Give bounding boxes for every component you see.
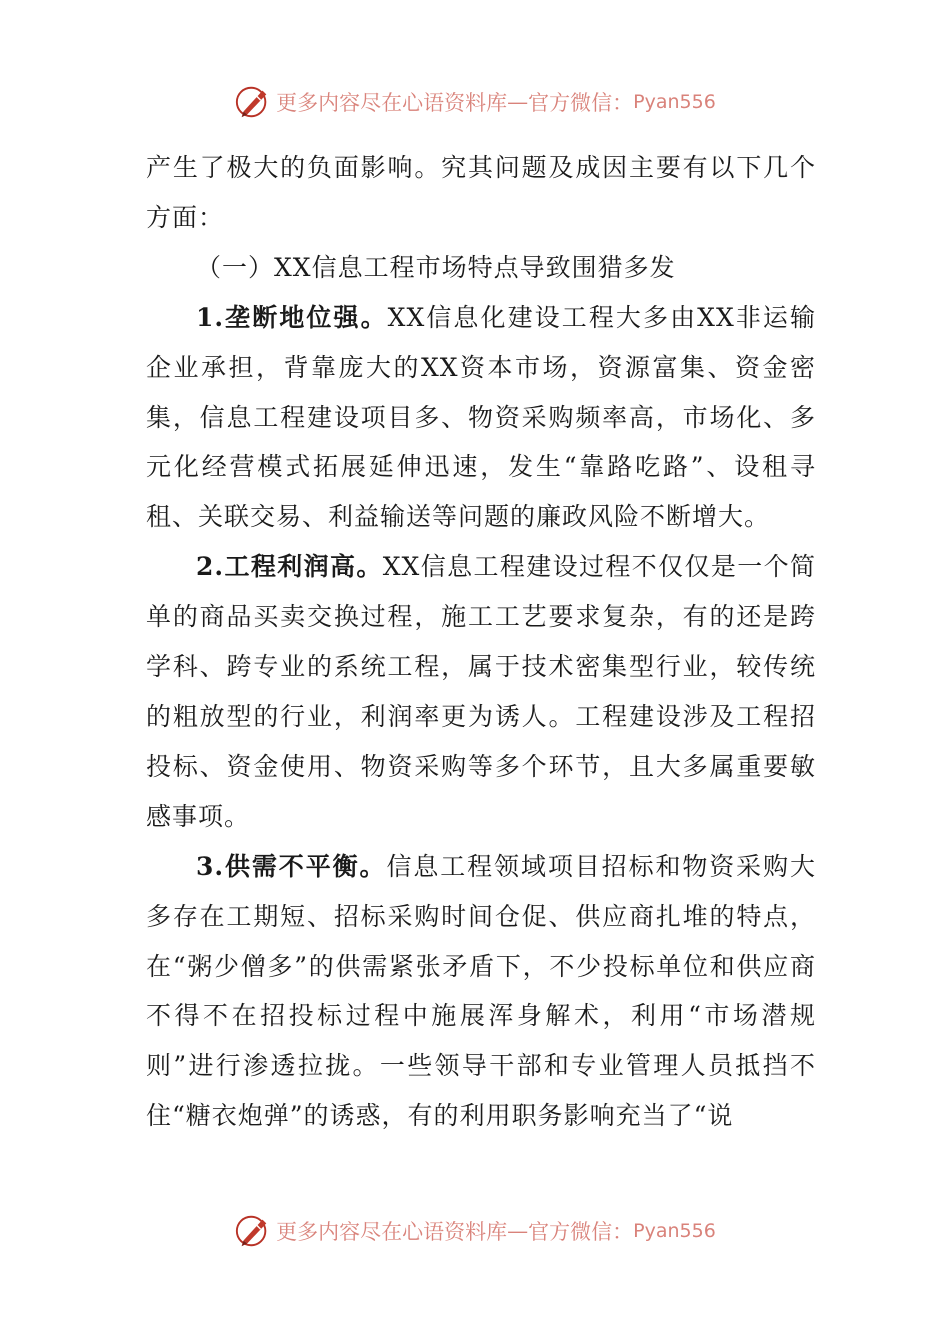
item-1-title: 1.垄断地位强。 xyxy=(196,302,388,332)
header-banner xyxy=(0,80,950,124)
header-wechat-label: 官方微信： xyxy=(528,91,634,115)
footer-dash: — xyxy=(507,1219,529,1243)
pen-logo-icon xyxy=(234,1212,272,1250)
paragraph-item-3 xyxy=(146,842,816,1141)
paragraph-intro: 产生了极大的负面影响。究其问题及成因主要有以下几个方面： xyxy=(146,153,816,232)
section-heading: （一）XX信息工程市场特点导致围猎多发 xyxy=(196,252,676,282)
footer-wechat-id: Pyan556 xyxy=(633,1220,716,1242)
item-2-title: 2.工程利润高。 xyxy=(196,552,383,582)
item-2-text: XX信息工程建设过程不仅仅是一个简单的商品买卖交换过程，施工工艺要求复杂，有的还是跨学科、跨专业的系统工程，属于技术密集型行业，较传统的粗放型的行业，利润率更为诱人。工程建设涉及工程招投标、资金使用、物资采购等多个环节，且大多属重要敏感事项。 xyxy=(146,552,816,831)
header-dash: — xyxy=(507,90,529,114)
document-body xyxy=(146,143,816,1141)
footer-banner xyxy=(0,1209,950,1253)
header-wechat-id: Pyan556 xyxy=(633,91,716,113)
footer-brand-text: 更多内容尽在心语资料库 xyxy=(276,1220,508,1244)
pen-logo-icon xyxy=(234,83,272,121)
paragraph-item-1 xyxy=(146,293,816,543)
item-3-title: 3.供需不平衡。 xyxy=(196,851,387,881)
footer-wechat-label: 官方微信： xyxy=(528,1220,634,1244)
item-1-text: XX信息化建设工程大多由XX非运输企业承担，背靠庞大的XX资本市场，资源富集、资金密集，信息工程建设项目多、物资采购频率高，市场化、多元化经营模式拓展延伸迅速，发生“靠路吃路”、设租寻租、关联交易、利益输送等问题的廉政风险不断增大。 xyxy=(146,302,816,532)
header-brand-text: 更多内容尽在心语资料库 xyxy=(276,91,508,115)
paragraph-item-2 xyxy=(146,542,816,841)
item-3-text: 信息工程领域项目招标和物资采购大多存在工期短、招标采购时间仓促、供应商扎堆的特点，在“粥少僧多”的供需紧张矛盾下，不少投标单位和供应商不得不在招投标过程中施展浑身解术，利用“市场潜规则”进行渗透拉拢。一些领导干部和专业管理人员抵挡不住“糖衣炮弹”的诱惑，有的利用职务影响充当了“说 xyxy=(146,851,816,1131)
